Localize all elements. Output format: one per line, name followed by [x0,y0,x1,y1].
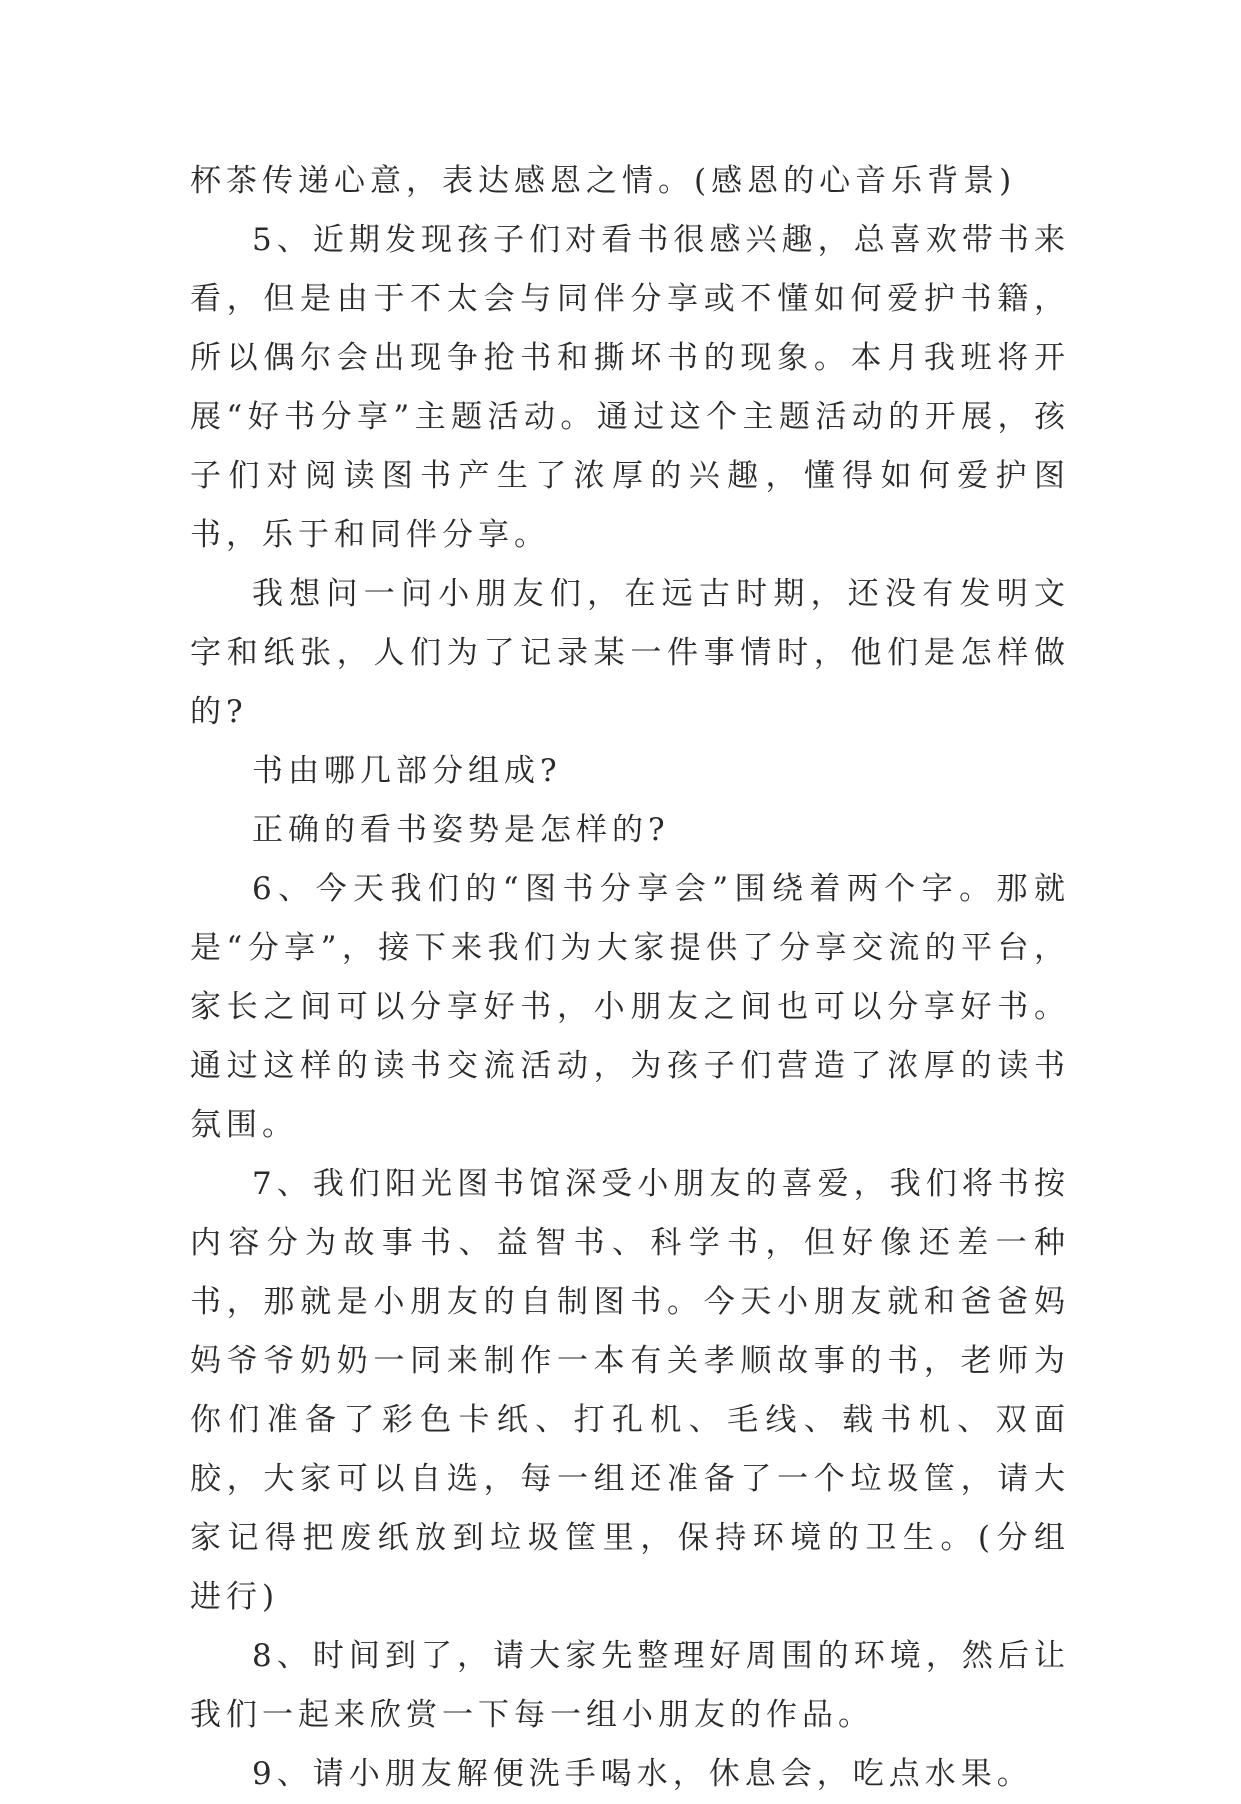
document-body [190,152,1070,1804]
paragraph-question-book-parts: 书由哪几部分组成? [252,753,562,789]
paragraph-question-ancient-records: 我想问一问小朋友们，在远古时期，还没有发明文字和纸张，人们为了记录某一件事情时，他们是怎样做的? [190,576,1070,730]
paragraph-question-reading-posture: 正确的看书姿势是怎样的? [252,812,670,848]
paragraph-item-9: 9、请小朋友解便洗手喝水，休息会，吃点水果。 [252,1756,1033,1792]
paragraph-item-6: 6、今天我们的“图书分享会”围绕着两个字。那就是“分享”，接下来我们为大家提供了分享交流的平台，家长之间可以分享好书，小朋友之间也可以分享好书。通过这样的读书交流活动，为孩子们营造了浓厚的读书氛围。 [190,871,1070,1143]
paragraph-continuation: 杯茶传递心意，表达感恩之情。(感恩的心音乐背景) [190,163,1017,199]
paragraph-item-7: 7、我们阳光图书馆深受小朋友的喜爱，我们将书按内容分为故事书、益智书、科学书，但好像还差一种书，那就是小朋友的自制图书。今天小朋友就和爸爸妈妈爷爷奶奶一同来制作一本有关孝顺故事的书，老师为你们准备了彩色卡纸、打孔机、毛线、载书机、双面胶，大家可以自选，每一组还准备了一个垃圾筐，请大家记得把废纸放到垃圾筐里，保持环境的卫生。(分组进行) [190,1166,1070,1615]
paragraph-item-8: 8、时间到了，请大家先整理好周围的环境，然后让我们一起来欣赏一下每一组小朋友的作品。 [190,1638,1070,1733]
paragraph-item-5: 5、近期发现孩子们对看书很感兴趣，总喜欢带书来看，但是由于不太会与同伴分享或不懂如何爱护书籍，所以偶尔会出现争抢书和撕坏书的现象。本月我班将开展“好书分享”主题活动。通过这个主题活动的开展，孩子们对阅读图书产生了浓厚的兴趣，懂得如何爱护图书，乐于和同伴分享。 [190,222,1070,553]
